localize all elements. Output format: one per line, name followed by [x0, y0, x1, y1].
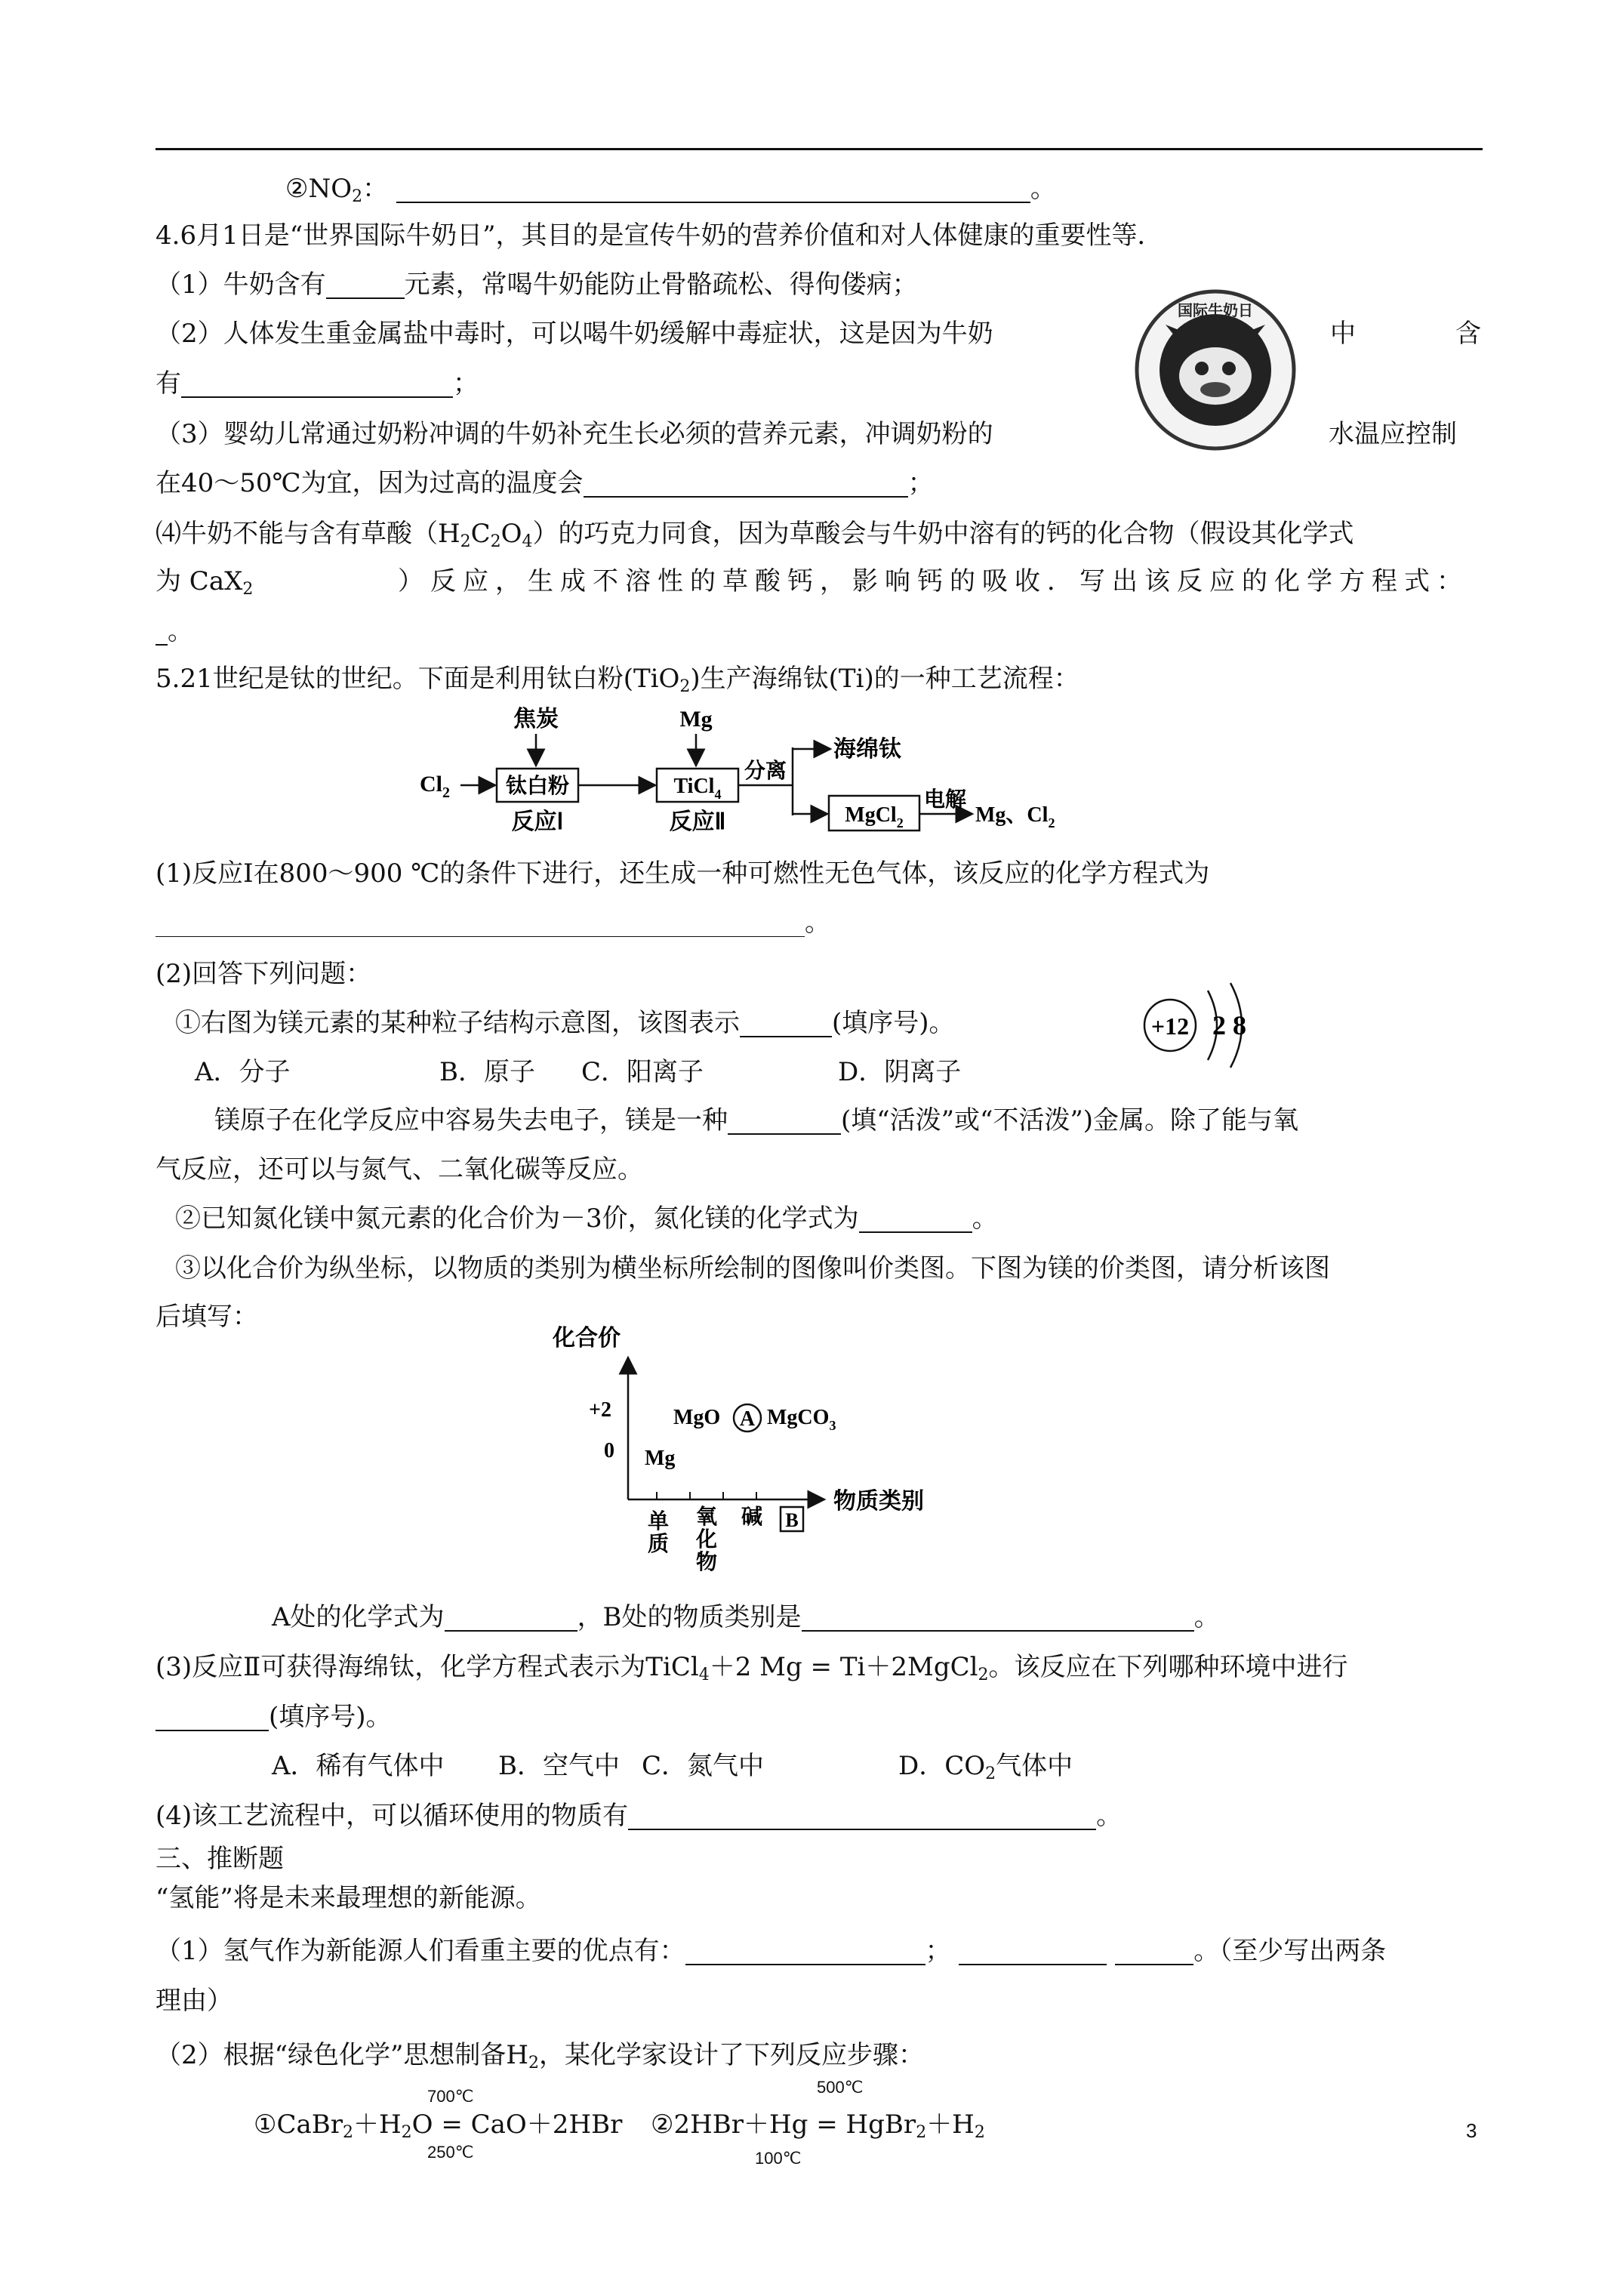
subscript: 4 — [714, 787, 722, 802]
chart-cat2-b: 化 — [695, 1528, 718, 1552]
q4-part2-you: 有 — [156, 368, 181, 399]
text: ＋H — [926, 2110, 975, 2140]
chart-xlabel: 物质类别 — [833, 1489, 924, 1514]
text: 镁原子在化学反应中容易失去电子，镁是一种 — [214, 1105, 728, 1136]
valence-class-svg — [544, 1320, 951, 1576]
text: )生产海绵钛(Ti)的一种工艺流程： — [690, 664, 1079, 694]
text: Mg、Cl — [975, 803, 1049, 827]
valence-class-diagram — [544, 1320, 951, 1576]
answer-blank[interactable] — [740, 1010, 832, 1037]
chart-cat1-b: 质 — [647, 1533, 670, 1556]
colon: ： — [362, 174, 389, 204]
answer-blank[interactable] — [156, 911, 805, 937]
q3-no2-label: ②NO — [285, 174, 353, 204]
text: 。 — [972, 1203, 998, 1234]
text: (4)该工艺流程中，可以循环使用的物质有 — [156, 1801, 629, 1831]
q4-part4-cont — [156, 565, 1469, 598]
q4-part2-cont — [156, 367, 479, 400]
q4-part2 — [156, 317, 993, 350]
section3-intro: “氢能”将是未来最理想的新能源。 — [156, 1883, 541, 1913]
subscript: 4 — [522, 532, 533, 551]
q4-part4-end — [156, 615, 193, 648]
q4-part1 — [156, 268, 918, 301]
subscript: 2 — [916, 2123, 927, 2142]
q4-part4 — [156, 517, 1354, 550]
q5-s2-2 — [175, 1202, 998, 1235]
q5-s2-3b: 后填写： — [156, 1302, 258, 1332]
q5-s2-3: ③以化合价为纵坐标，以物质的类别为横坐标所绘制的图像叫价类图。下图为镁的价类图，请分析该图 — [175, 1253, 1330, 1284]
chart-mgco3 — [767, 1406, 836, 1433]
q5-s1: (1)反应Ⅰ在800～900 ℃的条件下进行，还生成一种可燃性无色气体，该反应的化学方程式为 — [156, 858, 1210, 889]
period: 。 — [1030, 174, 1056, 204]
period: 。 — [168, 616, 193, 646]
answer-blank[interactable] — [396, 176, 1030, 203]
text: C — [470, 519, 491, 549]
text-group — [156, 565, 253, 598]
subscript: 2 — [978, 1666, 989, 1684]
text: (填序号)。 — [269, 1702, 392, 1732]
equation-1 — [254, 2108, 622, 2141]
text: (3)反应Ⅱ可获得海绵钛，化学方程式表示为TiCl — [156, 1652, 699, 1682]
answer-blank[interactable] — [802, 1604, 1194, 1632]
q5-ab-line — [272, 1601, 1220, 1634]
answer-blank[interactable] — [859, 1206, 972, 1233]
milk-day-logo — [1132, 287, 1298, 453]
text: ＋H — [353, 2110, 402, 2140]
answer-blank[interactable] — [181, 371, 453, 398]
q5-s2-1 — [175, 1006, 955, 1040]
q5-s3-option-c: C．氮气中 — [642, 1751, 765, 1781]
text: ）的巧克力同食，因为草酸会与牛奶中溶有的钙的化合物（假设其化学式 — [532, 519, 1354, 549]
process-flow-diagram — [408, 702, 1117, 853]
chart-cat3: 碱 — [741, 1505, 763, 1529]
text: ⑷牛奶不能与含有草酸（H — [156, 519, 460, 549]
flow-separate: 分离 — [744, 760, 787, 783]
text: MgCO — [767, 1406, 830, 1429]
subscript: 2 — [679, 677, 691, 696]
answer-blank[interactable] — [685, 1938, 925, 1965]
text: （2）根据“绿色化学”思想制备H — [156, 2040, 529, 2070]
text: ＋2 Mg = Ti＋2MgCl — [709, 1652, 978, 1682]
shell-electrons: 2 8 — [1212, 1010, 1246, 1040]
answer-blank[interactable] — [156, 1704, 269, 1731]
q5-option-c: C．阳离子 — [581, 1057, 704, 1087]
text: （1）氢气作为新能源人们看重主要的优点有： — [156, 1936, 685, 1966]
q5-s1-answer — [156, 906, 830, 939]
text: 。 — [1096, 1801, 1123, 1831]
answer-blank[interactable] — [584, 470, 908, 498]
q5-mg-line2: 气反应，还可以与氮气、二氧化碳等反应。 — [156, 1154, 643, 1185]
text: ①右图为镁元素的某种粒子结构示意图，该图表示 — [175, 1008, 740, 1038]
subscript: 2 — [1048, 815, 1055, 831]
q5-s3-cont — [156, 1700, 392, 1734]
section3-title: 三、推断题 — [156, 1844, 284, 1874]
chart-cat2-c: 物 — [695, 1551, 718, 1574]
q4-part2-han: 含 — [1455, 319, 1481, 349]
flow-jiaotan: 焦炭 — [513, 707, 559, 732]
text: (填“活泼”或“不活泼”)金属。除了能与氧 — [841, 1105, 1299, 1136]
flow-reaction2: 反应Ⅱ — [669, 809, 726, 834]
flow-product — [975, 803, 1055, 831]
page-number: 3 — [1466, 2119, 1477, 2142]
chart-a-label: A — [739, 1407, 756, 1431]
text: ，某化学家设计了下列反应步骤： — [539, 2040, 925, 2070]
text: 。（至少写出两条 — [1193, 1936, 1387, 1966]
flow-electrolysis: 电解 — [923, 788, 967, 812]
subscript: 2 — [242, 580, 254, 599]
eq2-top-condition: 500℃ — [817, 2078, 864, 2097]
section3-p1-cont: 理由） — [156, 1986, 233, 2016]
q5-s2: (2)回答下列问题： — [156, 959, 372, 989]
q5-options-1 — [195, 1056, 291, 1089]
flow-box1-label: 钛白粉 — [505, 775, 570, 798]
q4-part1-text: （1）牛奶含有 — [156, 270, 326, 300]
q4-part3: （3）婴幼儿常通过奶粉冲调的牛奶补充生长必须的营养元素，冲调奶粉的 — [156, 419, 993, 449]
q4-part2-zhong: 中 — [1330, 319, 1356, 349]
mg-particle-diagram — [1132, 974, 1283, 1080]
subscript: 2 — [896, 815, 904, 831]
process-flow-svg — [408, 702, 1117, 853]
logo-text: 国际牛奶日 — [1178, 303, 1253, 319]
subscript: 2 — [401, 2123, 412, 2142]
flow-mg: Mg — [679, 707, 713, 732]
q5-s3-option-a: A．稀有气体中 — [272, 1751, 445, 1781]
text: O — [500, 519, 522, 549]
chart-mgo: MgO — [673, 1406, 721, 1429]
text: ）反应，生成不溶性的草酸钙，影响钙的吸收．写出该反应的化学方程式： — [398, 566, 1469, 596]
text: (填序号)。 — [832, 1008, 955, 1038]
answer-blank[interactable] — [728, 1108, 841, 1135]
answer-blank[interactable] — [445, 1604, 577, 1632]
q5-intro — [156, 662, 1079, 695]
answer-blank[interactable] — [326, 272, 405, 299]
q5-s3-option-b: B．空气中 — [498, 1751, 620, 1781]
text: O = CaO＋2HBr — [411, 2110, 623, 2140]
header-rule — [156, 148, 1483, 150]
subscript: 2 — [460, 532, 471, 551]
answer-blank[interactable] — [628, 1803, 1096, 1830]
q4-part3-text: 在40～50℃为宜，因为过高的温度会 — [156, 468, 584, 498]
text: MgCl — [845, 803, 897, 827]
text: Cl — [420, 772, 442, 797]
text: 气体中 — [996, 1751, 1073, 1781]
text: 为 CaX — [156, 566, 243, 596]
eq1-bottom-condition: 250℃ — [427, 2143, 474, 2162]
chart-tick-plus2: +2 — [589, 1398, 611, 1422]
subscript: 3 — [829, 1418, 836, 1433]
chart-cat2-a: 氧 — [695, 1505, 718, 1529]
text: 。该反应在下列哪种环境中进行 — [988, 1652, 1348, 1682]
subscript: 4 — [698, 1666, 710, 1684]
text: 。 — [1193, 1602, 1220, 1632]
eq1-top-condition: 700℃ — [427, 2087, 474, 2106]
subscript: 2 — [528, 2054, 540, 2073]
text: ②已知氮化镁中氮元素的化合价为－3价，氮化镁的化学式为 — [175, 1203, 859, 1234]
period: 。 — [805, 908, 830, 938]
section3-p2 — [156, 2039, 924, 2072]
subscript: 2 — [343, 2123, 354, 2142]
chart-mg: Mg — [645, 1447, 676, 1470]
subscript: 2 — [442, 784, 450, 801]
q5-s3 — [156, 1650, 1348, 1684]
chart-tick-zero: 0 — [604, 1439, 614, 1462]
subscript: 2 — [985, 1764, 996, 1783]
text: 5.21世纪是钛的世纪。下面是利用钛白粉(TiO — [156, 664, 680, 694]
subscript: 2 — [490, 532, 501, 551]
text: ； — [925, 1936, 951, 1966]
option-a: A．分子 — [195, 1057, 291, 1087]
subscript: 2 — [974, 2123, 985, 2142]
equation-2 — [651, 2108, 985, 2141]
q5-option-b: B．原子 — [439, 1057, 535, 1087]
q5-s3-option-d — [898, 1749, 1073, 1783]
section3-p1 — [156, 1934, 1386, 1968]
text: TiCl — [673, 775, 715, 798]
q4-part1-text-b: 元素，常喝牛奶能防止骨骼疏松、得佝偻病； — [404, 270, 918, 300]
flow-sponge-ti: 海绵钛 — [833, 737, 901, 762]
semicolon: ； — [453, 368, 479, 399]
text: ②2HBr＋Hg = HgBr — [651, 2110, 916, 2140]
answer-blank[interactable] — [959, 1938, 1107, 1965]
nucleus-charge: +12 — [1150, 1012, 1190, 1040]
eq2-bottom-condition: 100℃ — [755, 2149, 802, 2168]
q5-s4 — [156, 1799, 1122, 1832]
subscript: 2 — [352, 187, 363, 206]
q4-part2-text: （2）人体发生重金属盐中毒时，可以喝牛奶缓解中毒症状，这是因为牛奶 — [156, 319, 993, 349]
chart-b-label: B — [785, 1509, 799, 1531]
flow-cl2 — [420, 772, 450, 801]
chart-cat1-a: 单 — [647, 1510, 670, 1533]
q4-part3-cont — [156, 467, 934, 500]
q5-mg-line1 — [214, 1104, 1298, 1137]
q3-no2-line — [285, 172, 1056, 205]
mg-particle-svg — [1132, 974, 1283, 1080]
text: A处的化学式为 — [272, 1602, 445, 1632]
semicolon: ； — [907, 468, 934, 498]
q4-intro: 4.6月1日是“世界国际牛奶日”，其目的是宣传牛奶的营养价值和对人体健康的重要性等． — [156, 220, 1163, 251]
milk-day-logo-svg — [1132, 287, 1298, 453]
answer-blank[interactable] — [1115, 1938, 1193, 1965]
flow-box3-label — [845, 803, 903, 831]
flow-reaction1: 反应Ⅰ — [511, 809, 564, 834]
q5-option-d: D．阴离子 — [838, 1057, 962, 1087]
text: ①CaBr — [254, 2110, 343, 2140]
chart-ylabel: 化合价 — [553, 1326, 621, 1351]
q4-part3-b: 水温应控制 — [1329, 419, 1457, 449]
answer-blank[interactable] — [156, 618, 168, 646]
text: D．CO — [898, 1751, 986, 1781]
text: ，B处的物质类别是 — [577, 1602, 802, 1632]
flow-box2-label — [674, 775, 722, 802]
